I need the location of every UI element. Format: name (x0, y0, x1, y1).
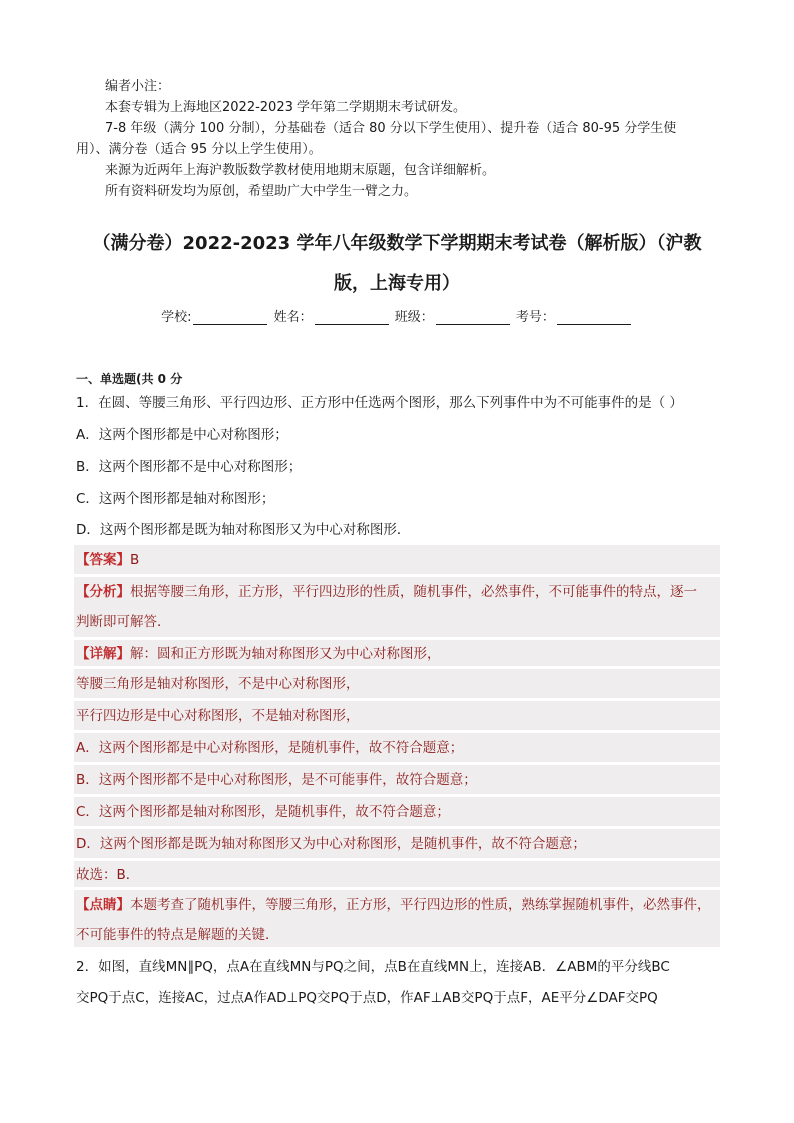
q1-comment-b: 不可能事件的特点是解题的关键． (76, 927, 279, 943)
q2-line1: 2．如图，直线MN∥PQ，点A在直线MN与PQ之间，点B在直线MN上，连接AB．∠ABM的平分线BC (76, 959, 670, 975)
analysis-text-a: 根据等腰三角形，正方形，平行四边形的性质，随机事件，必然事件，不可能事件的特点，逐一 (130, 584, 697, 600)
q1-option-a: A．这两个图形都是中心对称图形； (76, 427, 288, 443)
class-label: 班级： (394, 310, 434, 325)
q1-stem: 1．在圆、等腰三角形、平行四边形、正方形中任选两个图形，那么下列事件中为不可能事件的是（ ） (76, 395, 683, 411)
exam-title-line1: （满分卷）2022-2023 学年八年级数学下学期期末考试卷（解析版）（沪教 (92, 233, 702, 254)
school-label: 学校: (161, 310, 192, 325)
school-field[interactable] (193, 310, 267, 325)
name-field[interactable] (315, 310, 389, 325)
comment-text-a: 本题考查了随机事件，等腰三角形，正方形，平行四边形的性质，熟练掌握随机事件，必然事件， (130, 897, 711, 913)
number-label: 考号： (515, 310, 555, 325)
comment-tag: 【点睛】 (76, 897, 130, 913)
q1-option-d: D．这两个图形都是既为轴对称图形又为中心对称图形． (76, 522, 411, 538)
q1-answer (76, 550, 139, 570)
q1-detail-2: 等腰三角形是轴对称图形，不是中心对称图形， (76, 676, 360, 692)
q2-line2: 交PQ于点C，连接AC，过点A作AD⊥PQ交PQ于点D，作AF⊥AB交PQ于点F，AE平分∠DAF交PQ (76, 990, 658, 1006)
editor-note-heading: 编者小注： (105, 79, 171, 94)
q1-analysis (76, 582, 697, 602)
shade-row (74, 861, 720, 887)
section-heading: 一、单选题(共 0 分 (76, 372, 183, 386)
editor-note-line3: 来源为近两年上海沪教版数学教材使用地期末原题，包含详细解析。 (105, 163, 496, 178)
q1-detail-opt-d: D．这两个图形都是既为轴对称图形又为中心对称图形，是随机事件，故不符合题意； (76, 836, 586, 852)
name-label: 姓名： (273, 310, 313, 325)
editor-note-line2b: 用）、满分卷（适合 95 分以上学生使用）。 (76, 142, 322, 157)
answer-value: B (130, 552, 140, 568)
detail-tag: 【详解】 (76, 646, 130, 662)
q1-choose: 故选：B． (76, 867, 140, 883)
q1-detail-opt-b: B．这两个图形都不是中心对称图形，是不可能事件，故符合题意； (76, 772, 477, 788)
shade-row (74, 545, 720, 574)
class-field[interactable] (436, 310, 510, 325)
editor-note-line1: 本套专辑为上海地区2022-2023 学年第二学期期末考试研发。 (105, 100, 466, 115)
student-info-line (0, 306, 794, 325)
q1-option-b: B．这两个图形都不是中心对称图形； (76, 459, 302, 475)
answer-tag: 【答案】 (76, 552, 130, 568)
q1-detail-opt-a: A．这两个图形都是中心对称图形，是随机事件，故不符合题意； (76, 740, 464, 756)
q1-detail-3: 平行四边形是中心对称图形，不是轴对称图形， (76, 708, 360, 724)
detail-text-1: 解：圆和正方形既为轴对称图形又为中心对称图形， (130, 646, 441, 662)
q1-option-c: C．这两个图形都是轴对称图形； (76, 491, 275, 507)
number-field[interactable] (557, 310, 631, 325)
editor-note-line2a: 7-8 年级（满分 100 分制），分基础卷（适合 80 分以下学生使用）、提升卷（适合 80-95 分学生使 (105, 121, 677, 136)
editor-note-line4: 所有资料研发均为原创，希望助广大中学生一臂之力。 (105, 184, 418, 199)
q1-comment (76, 895, 711, 915)
q1-detail (76, 644, 441, 664)
q1-detail-opt-c: C．这两个图形都是轴对称图形，是随机事件，故不符合题意； (76, 804, 450, 820)
exam-title-line2: 版，上海专用） (334, 273, 460, 294)
analysis-tag: 【分析】 (76, 584, 130, 600)
q1-analysis-b: 判断即可解答． (76, 614, 171, 630)
